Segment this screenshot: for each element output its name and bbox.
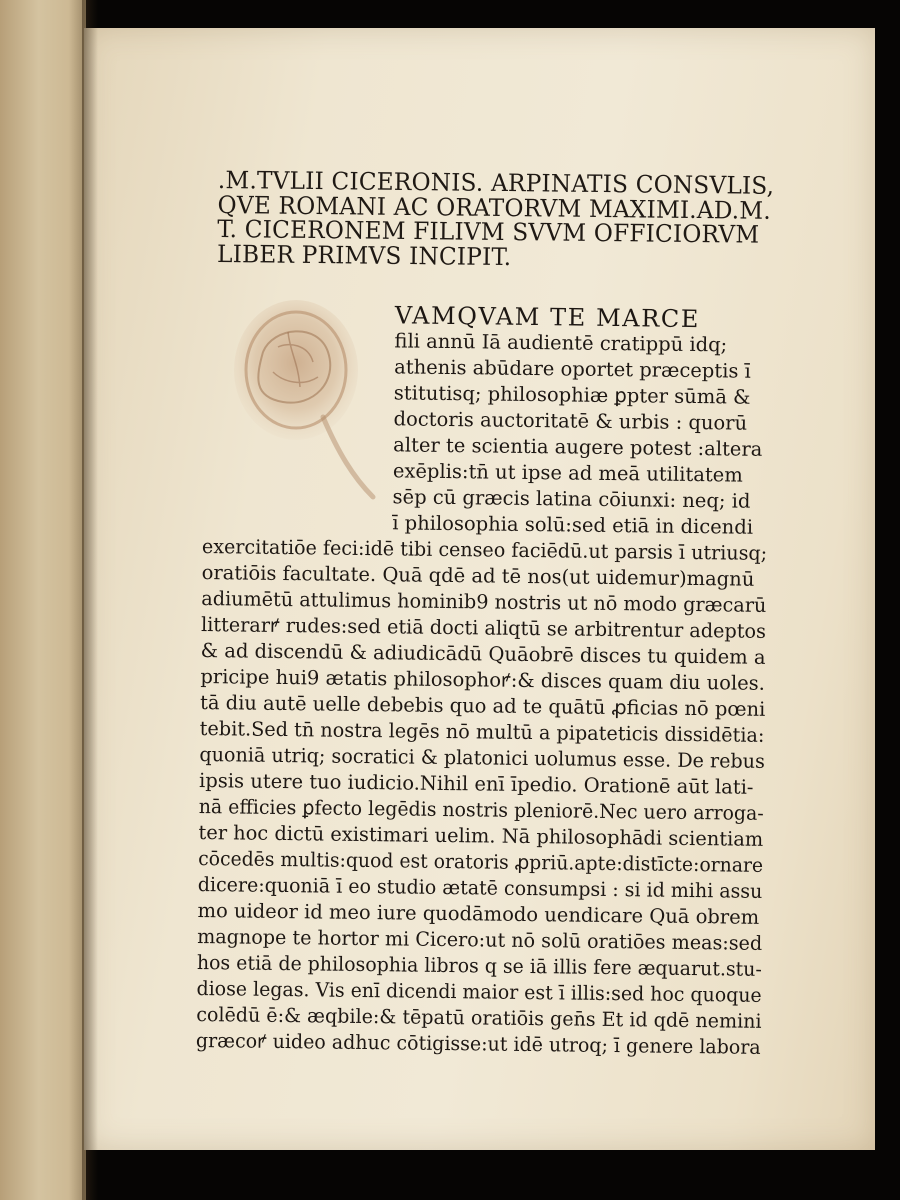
illuminated-initial-q (228, 292, 378, 507)
text-line: nā efficies ꝑfecto legēdis nostris pleniorē.Nec uero arroga- (198, 794, 764, 825)
heading-line: LIBER PRIMVS INCIPIT. (216, 239, 512, 271)
text-line: doctoris auctoritatē & urbis : quorū (393, 407, 748, 435)
text-line: tebit.Sed tn̄ nostra legēs nō multū a pipateticis dissidētia: (199, 716, 765, 747)
text-line: fili annū Iā audientē cratippū idq; (394, 329, 728, 357)
text-line: diose legas. Vis enī dicendi maior est ī illis:sed hoc quoque (196, 976, 762, 1007)
text-line: hos etiā de philosophia libros q se iā illis fere æquarut.stu- (196, 950, 762, 981)
facing-page-edge (0, 0, 86, 1200)
incipit-heading (217, 168, 818, 272)
heading-line: QVE ROMANI AC ORATORVM MAXIMI.AD.M. (217, 190, 772, 225)
text-line: exercitatiōe feci:idē tibi censeo faciēdū.ut parsis ī utriusq; (201, 534, 768, 565)
text-line: exēplis:tn̄ ut ipse ad meā utilitatem (392, 459, 743, 487)
text-line: athenis abūdare oportet præceptis ī (394, 355, 751, 383)
text-line: dicere:quoniā ī eo studio ætatē consumpsi : si id mihi assu (197, 872, 763, 903)
text-line: alter te scientia augere potest :altera (393, 433, 763, 461)
heading-line: .M.TVLII CICERONIS. ARPINATIS CONSVLIS, (217, 166, 775, 200)
text-line: quoniā utriq; socratici & platonici uolumus esse. De rebus (199, 742, 766, 773)
text-line: pricipe hui9 ætatis philosophoꝵ:& disces quam diu uoles. (200, 664, 766, 695)
text-line: sēp cū græcis latina cōiunxi: neq; id (392, 485, 751, 513)
text-line: ipsis utere tuo iudicio.Nihil enī īpedio. Orationē aūt lati- (198, 768, 754, 799)
text-line: ī philosophia solū:sed etiā in dicendi (392, 511, 754, 539)
text-line: stitutisq; philosophiæ ꝑpter sūmā & (393, 381, 751, 409)
text-line: cōcedēs multis:quod est oratoris ꝓpriū.apte:distīcte:ornare (198, 846, 764, 877)
text-line: tā diu autē uelle debebis quo ad te quātū ꝓficias nō pœni (199, 690, 766, 721)
text-line: colēdū ē:& æqbile:& tēpatū oratiōis gen̄s Et id qdē nemini (196, 1002, 762, 1033)
text-line: ter hoc dictū existimari uelim. Nā philosophādi scientiam (198, 820, 764, 851)
text-line: litterarꝵ rudes:sed etiā docti aliqtū se arbitrentur adeptos (200, 612, 767, 643)
text-line: mo uideor id meo iure quodāmodo uendicare Quā obrem (197, 898, 760, 929)
text-line: græcoꝵ uideo adhuc cōtigisse:ut idē utroq; ī genere labora (195, 1028, 761, 1059)
text-line: magnope te hortor mi Cicero:ut nō solū oratiōes meas:sed (197, 924, 763, 955)
gutter-shadow (82, 0, 98, 1200)
text-line: VAMQVAM TE MARCE (394, 301, 701, 334)
heading-line: T. CICERONEM FILIVM SVVM OFFICIORVM (217, 214, 760, 249)
text-line: & ad discendū & adiudicādū Quāobrē disces tu quidem a (200, 638, 766, 669)
text-line: oratiōis facultate. Quā qdē ad tē nos(ut uidemur)magnū (201, 560, 755, 591)
text-line: adiumētū attulimus hominib9 nostris ut nō modo græcarū (201, 586, 767, 617)
